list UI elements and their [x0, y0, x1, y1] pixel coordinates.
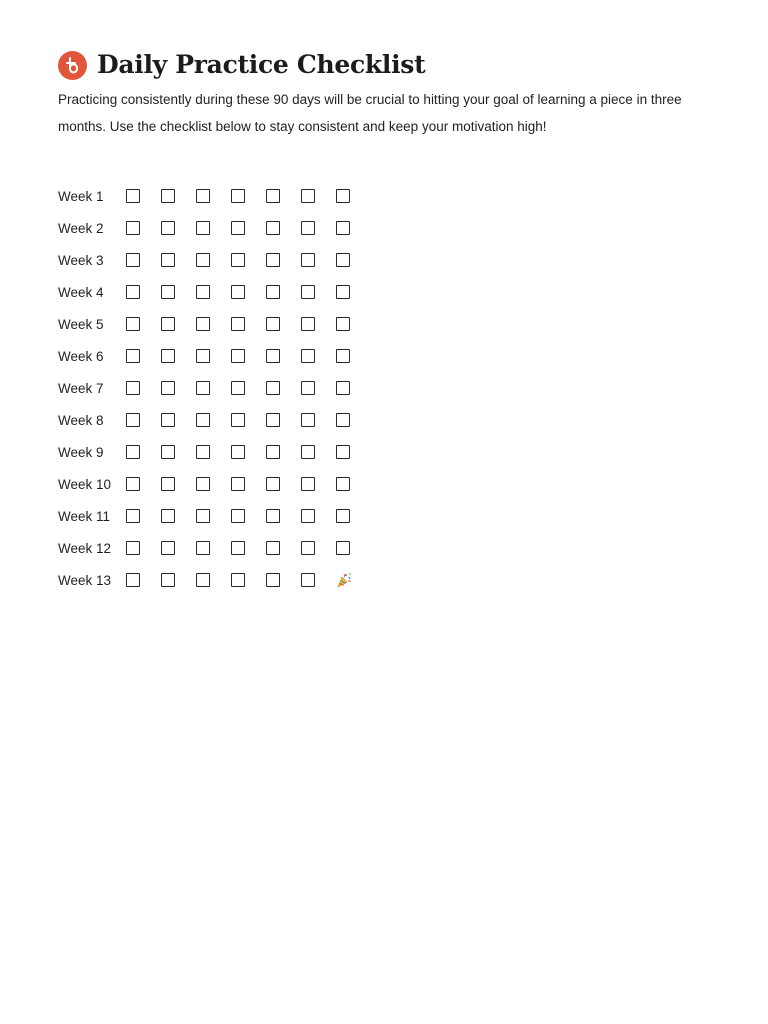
day-checkbox[interactable]: [196, 445, 210, 459]
week-row: [58, 372, 768, 404]
week-row: [58, 244, 768, 276]
week-label: Week 5: [58, 316, 104, 332]
week-row: [58, 180, 768, 212]
day-checkbox[interactable]: [266, 413, 280, 427]
day-checkbox[interactable]: [126, 221, 140, 235]
day-checkbox[interactable]: [231, 573, 245, 587]
day-checkbox[interactable]: [231, 189, 245, 203]
week-row: [58, 532, 768, 564]
week-row: [58, 276, 768, 308]
day-checkbox[interactable]: [336, 317, 350, 331]
weekly-checklist: [58, 180, 768, 596]
week-label: Week 10: [58, 476, 112, 492]
day-checkbox[interactable]: [126, 573, 140, 587]
week-row: [58, 436, 768, 468]
day-checkbox[interactable]: [336, 189, 350, 203]
day-checkbox[interactable]: [266, 509, 280, 523]
day-checkbox[interactable]: [196, 509, 210, 523]
day-checkbox[interactable]: [161, 317, 175, 331]
week-label: Week 11: [58, 508, 111, 524]
week-label: Week 9: [58, 444, 104, 460]
day-checkbox[interactable]: [266, 285, 280, 299]
week-label: Week 7: [58, 380, 104, 396]
day-checkbox[interactable]: [301, 477, 315, 491]
day-checkbox[interactable]: [301, 413, 315, 427]
brand-logo-icon: [58, 51, 87, 80]
day-checkbox[interactable]: [301, 573, 315, 587]
day-checkbox[interactable]: [196, 573, 210, 587]
day-checkbox[interactable]: [231, 445, 245, 459]
day-checkbox[interactable]: [231, 413, 245, 427]
day-checkbox[interactable]: [336, 253, 350, 267]
day-checkbox[interactable]: [161, 221, 175, 235]
week-label: Week 1: [58, 188, 104, 204]
day-checkbox[interactable]: [196, 381, 210, 395]
day-checkbox[interactable]: [336, 509, 350, 523]
day-checkbox[interactable]: [126, 541, 140, 555]
day-checkbox[interactable]: [231, 253, 245, 267]
day-checkbox[interactable]: [301, 253, 315, 267]
day-checkbox[interactable]: [301, 509, 315, 523]
day-checkbox[interactable]: [196, 285, 210, 299]
day-checkbox[interactable]: [126, 381, 140, 395]
day-checkbox[interactable]: [336, 381, 350, 395]
day-checkbox[interactable]: [266, 541, 280, 555]
week-label: Week 4: [58, 284, 104, 300]
day-checkbox[interactable]: [301, 445, 315, 459]
day-checkbox[interactable]: [231, 317, 245, 331]
day-checkbox[interactable]: [196, 189, 210, 203]
day-checkbox[interactable]: [196, 317, 210, 331]
day-checkbox[interactable]: [336, 477, 350, 491]
day-checkbox[interactable]: [126, 445, 140, 459]
day-checkbox[interactable]: [301, 221, 315, 235]
day-checkbox[interactable]: [161, 349, 175, 363]
week-row: [58, 308, 768, 340]
day-checkbox[interactable]: [126, 349, 140, 363]
day-checkbox[interactable]: [231, 541, 245, 555]
day-checkbox[interactable]: [301, 189, 315, 203]
day-checkbox[interactable]: [161, 253, 175, 267]
day-checkbox[interactable]: [161, 573, 175, 587]
day-checkbox[interactable]: [231, 349, 245, 363]
day-checkbox[interactable]: [336, 541, 350, 555]
day-checkbox[interactable]: [231, 477, 245, 491]
week-row: [58, 468, 768, 500]
intro-line-2: months. Use the checklist below to stay consistent and keep your motivation high!: [58, 119, 547, 134]
day-checkbox[interactable]: [161, 285, 175, 299]
day-checkbox[interactable]: [161, 381, 175, 395]
week-row: [58, 404, 768, 436]
week-row: [58, 564, 768, 596]
day-checkbox[interactable]: [126, 413, 140, 427]
day-checkbox[interactable]: [126, 253, 140, 267]
day-checkbox[interactable]: [161, 541, 175, 555]
day-checkbox[interactable]: [231, 285, 245, 299]
day-checkbox[interactable]: [231, 509, 245, 523]
week-label: Week 2: [58, 220, 104, 236]
day-checkbox[interactable]: [196, 477, 210, 491]
day-checkbox[interactable]: [266, 317, 280, 331]
week-row: [58, 340, 768, 372]
intro-line-1: Practicing consistently during these 90 days will be crucial to hitting your goal of learning a piece in three: [58, 92, 682, 107]
day-checkbox[interactable]: [336, 413, 350, 427]
day-checkbox[interactable]: [266, 477, 280, 491]
day-checkbox[interactable]: [301, 541, 315, 555]
week-label: Week 3: [58, 252, 104, 268]
day-checkbox[interactable]: [336, 349, 350, 363]
week-label: Week 12: [58, 540, 112, 556]
week-label: Week 8: [58, 412, 104, 428]
day-checkbox[interactable]: [161, 477, 175, 491]
day-checkbox[interactable]: [301, 381, 315, 395]
page-title: Daily Practice Checklist: [97, 50, 426, 79]
day-checkbox[interactable]: [161, 189, 175, 203]
day-checkbox[interactable]: [231, 381, 245, 395]
day-checkbox[interactable]: [266, 189, 280, 203]
day-checkbox[interactable]: [266, 381, 280, 395]
day-checkbox[interactable]: [161, 413, 175, 427]
day-checkbox[interactable]: [196, 221, 210, 235]
day-checkbox[interactable]: [231, 221, 245, 235]
day-checkbox[interactable]: [196, 349, 210, 363]
intro-paragraph: [58, 86, 708, 140]
day-checkbox[interactable]: [126, 477, 140, 491]
week-row: [58, 500, 768, 532]
day-checkbox[interactable]: [301, 317, 315, 331]
day-checkbox[interactable]: [266, 445, 280, 459]
day-checkbox[interactable]: [266, 349, 280, 363]
day-checkbox[interactable]: [196, 413, 210, 427]
day-checkbox[interactable]: [266, 573, 280, 587]
day-checkbox[interactable]: [336, 221, 350, 235]
day-checkbox[interactable]: [126, 317, 140, 331]
day-checkbox[interactable]: [301, 285, 315, 299]
day-checkbox[interactable]: [301, 349, 315, 363]
day-checkbox[interactable]: [126, 509, 140, 523]
day-checkbox[interactable]: [196, 253, 210, 267]
day-checkbox[interactable]: [161, 509, 175, 523]
page-header: [58, 48, 768, 82]
day-checkbox[interactable]: [196, 541, 210, 555]
day-checkbox[interactable]: [126, 285, 140, 299]
day-checkbox[interactable]: [161, 445, 175, 459]
day-checkbox[interactable]: [266, 221, 280, 235]
party-popper-icon: [336, 572, 352, 588]
day-checkbox[interactable]: [126, 189, 140, 203]
week-row: [58, 212, 768, 244]
week-label: Week 6: [58, 348, 104, 364]
week-label: Week 13: [58, 572, 112, 588]
day-checkbox[interactable]: [336, 285, 350, 299]
day-checkbox[interactable]: [336, 445, 350, 459]
day-checkbox[interactable]: [266, 253, 280, 267]
